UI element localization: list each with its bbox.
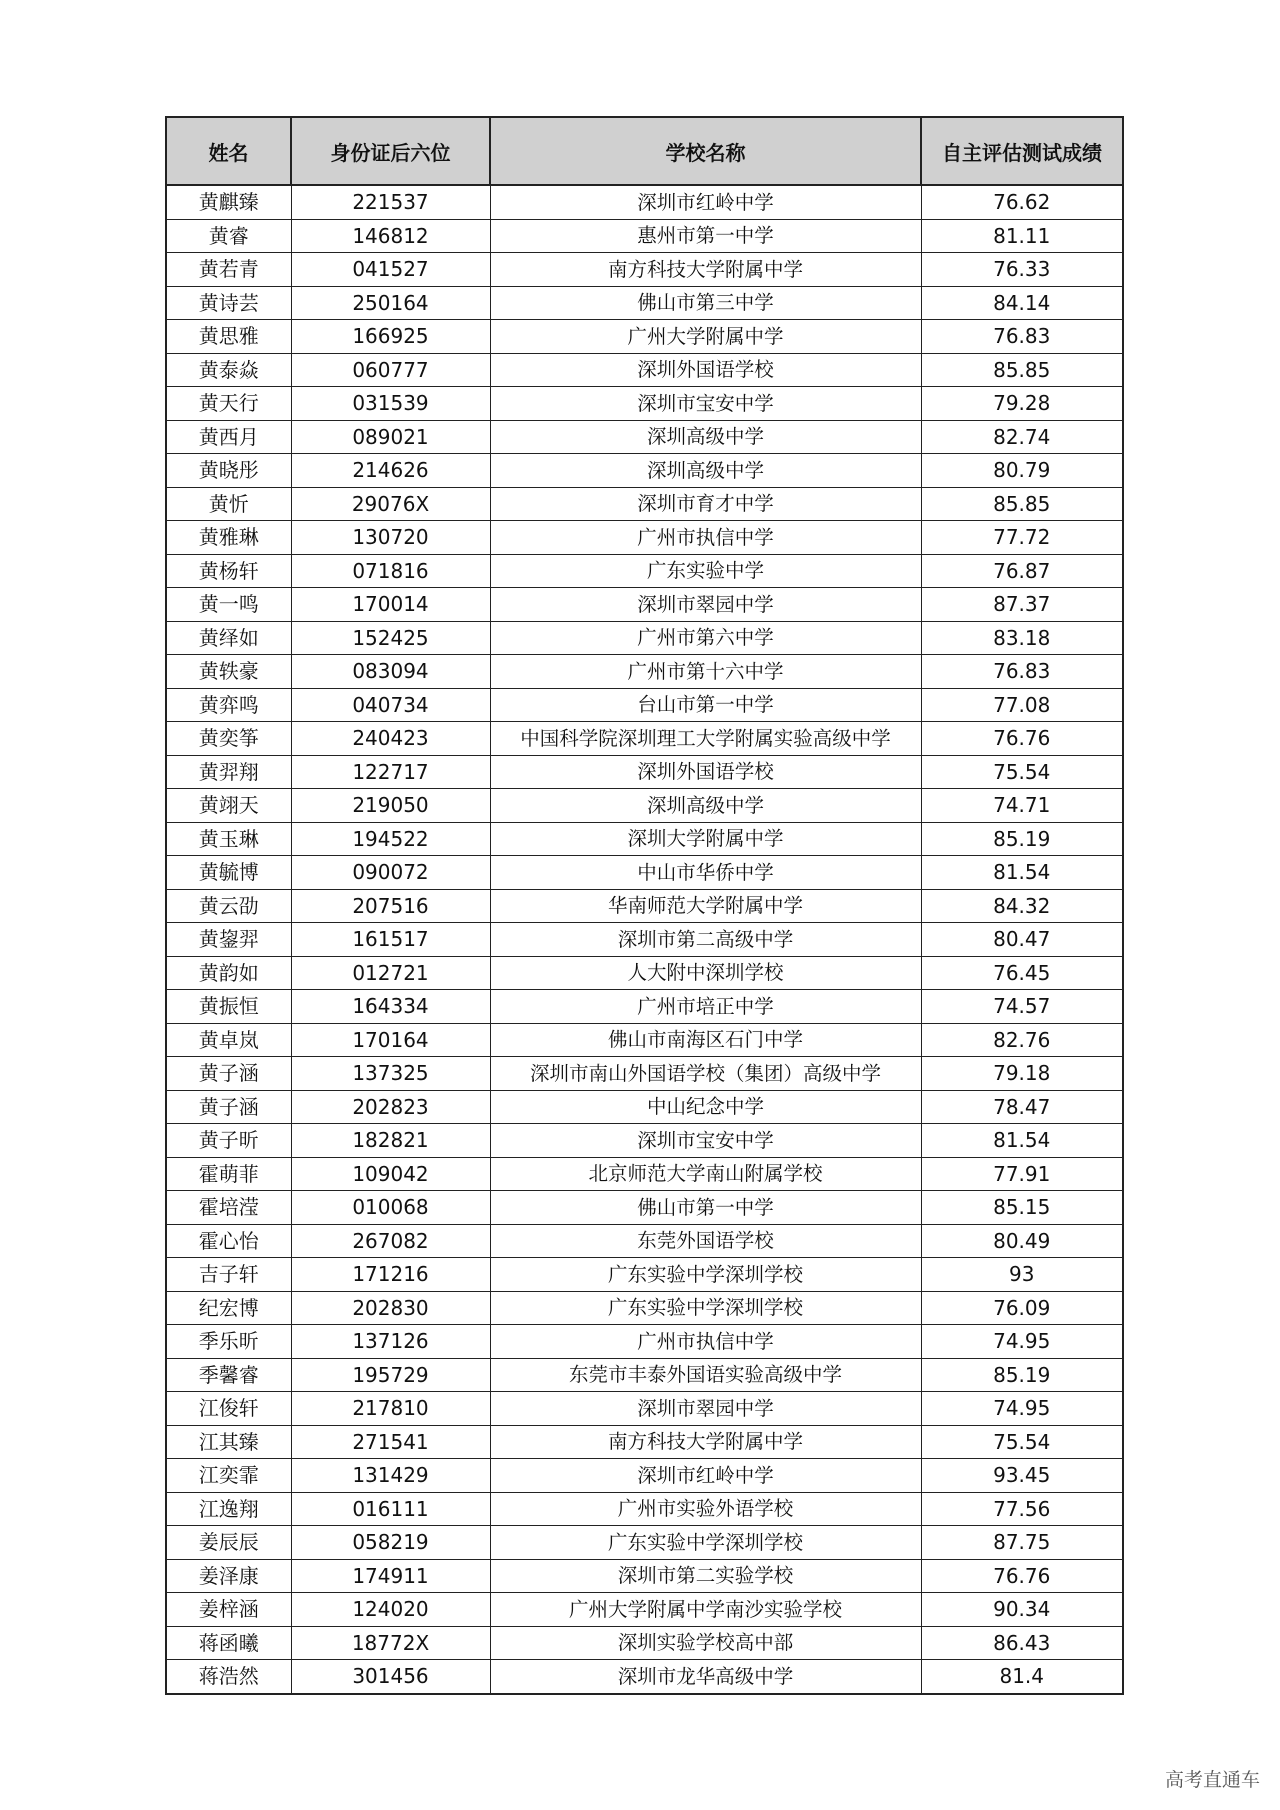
cell-id: 202823	[291, 1090, 490, 1124]
cell-id: 131429	[291, 1459, 490, 1493]
cell-school: 深圳市翠园中学	[490, 588, 921, 622]
table-row	[166, 1660, 1123, 1694]
cell-score: 74.71	[921, 789, 1123, 823]
cell-school: 广州大学附属中学南沙实验学校	[490, 1593, 921, 1627]
cell-id: 071816	[291, 554, 490, 588]
cell-name: 黄子昕	[166, 1124, 291, 1158]
cell-school: 广东实验中学深圳学校	[490, 1291, 921, 1325]
table-row	[166, 789, 1123, 823]
cell-school: 广州市执信中学	[490, 1325, 921, 1359]
cell-school: 深圳市红岭中学	[490, 185, 921, 219]
table-row	[166, 487, 1123, 521]
cell-school: 东莞外国语学校	[490, 1224, 921, 1258]
cell-id: 221537	[291, 185, 490, 219]
cell-name: 黄羿翔	[166, 755, 291, 789]
cell-school: 深圳市宝安中学	[490, 387, 921, 421]
cell-school: 广东实验中学深圳学校	[490, 1258, 921, 1292]
cell-id: 217810	[291, 1392, 490, 1426]
cell-score: 80.49	[921, 1224, 1123, 1258]
cell-name: 蒋函曦	[166, 1626, 291, 1660]
table-row	[166, 1023, 1123, 1057]
cell-id: 182821	[291, 1124, 490, 1158]
table-row	[166, 286, 1123, 320]
cell-school: 东莞市丰泰外国语实验高级中学	[490, 1358, 921, 1392]
cell-id: 058219	[291, 1526, 490, 1560]
cell-id: 29076X	[291, 487, 490, 521]
cell-school: 深圳市第二高级中学	[490, 923, 921, 957]
cell-name: 黄卓岚	[166, 1023, 291, 1057]
cell-id: 250164	[291, 286, 490, 320]
cell-score: 76.62	[921, 185, 1123, 219]
cell-id: 207516	[291, 889, 490, 923]
cell-id: 137325	[291, 1057, 490, 1091]
cell-score: 75.54	[921, 1425, 1123, 1459]
table-row	[166, 353, 1123, 387]
cell-name: 黄韵如	[166, 956, 291, 990]
cell-id: 090072	[291, 856, 490, 890]
table-row	[166, 1626, 1123, 1660]
cell-id: 164334	[291, 990, 490, 1024]
cell-school: 中山市华侨中学	[490, 856, 921, 890]
cell-name: 姜梓涵	[166, 1593, 291, 1627]
cell-school: 深圳市宝安中学	[490, 1124, 921, 1158]
cell-school: 中山纪念中学	[490, 1090, 921, 1124]
cell-score: 77.72	[921, 521, 1123, 555]
cell-id: 041527	[291, 253, 490, 287]
cell-name: 纪宏博	[166, 1291, 291, 1325]
cell-name: 黄睿	[166, 219, 291, 253]
cell-school: 广州市第六中学	[490, 621, 921, 655]
cell-id: 301456	[291, 1660, 490, 1694]
table-row	[166, 219, 1123, 253]
table-body	[166, 185, 1123, 1694]
cell-score: 76.83	[921, 320, 1123, 354]
cell-school: 深圳高级中学	[490, 789, 921, 823]
cell-school: 深圳市南山外国语学校（集团）高级中学	[490, 1057, 921, 1091]
cell-id: 089021	[291, 420, 490, 454]
header-score: 自主评估测试成绩	[921, 117, 1123, 185]
cell-school: 广州大学附属中学	[490, 320, 921, 354]
cell-name: 黄轶豪	[166, 655, 291, 689]
cell-id: 219050	[291, 789, 490, 823]
cell-id: 166925	[291, 320, 490, 354]
cell-id: 122717	[291, 755, 490, 789]
cell-name: 黄奕筝	[166, 722, 291, 756]
cell-name: 黄弈鸣	[166, 688, 291, 722]
cell-score: 90.34	[921, 1593, 1123, 1627]
cell-id: 214626	[291, 454, 490, 488]
table-row	[166, 1459, 1123, 1493]
table-row	[166, 185, 1123, 219]
cell-id: 194522	[291, 822, 490, 856]
score-table	[165, 116, 1124, 1695]
cell-name: 黄晓彤	[166, 454, 291, 488]
cell-score: 76.83	[921, 655, 1123, 689]
cell-school: 深圳高级中学	[490, 454, 921, 488]
cell-score: 84.14	[921, 286, 1123, 320]
cell-school: 深圳高级中学	[490, 420, 921, 454]
table-row	[166, 588, 1123, 622]
cell-school: 深圳市龙华高级中学	[490, 1660, 921, 1694]
table-row	[166, 1157, 1123, 1191]
cell-school: 佛山市第一中学	[490, 1191, 921, 1225]
table-row	[166, 1325, 1123, 1359]
cell-id: 109042	[291, 1157, 490, 1191]
cell-name: 霍培滢	[166, 1191, 291, 1225]
cell-score: 80.47	[921, 923, 1123, 957]
cell-school: 华南师范大学附属中学	[490, 889, 921, 923]
table-row	[166, 722, 1123, 756]
cell-id: 130720	[291, 521, 490, 555]
cell-school: 佛山市南海区石门中学	[490, 1023, 921, 1057]
table-row	[166, 420, 1123, 454]
cell-name: 江俊轩	[166, 1392, 291, 1426]
header-school: 学校名称	[490, 117, 921, 185]
cell-id: 171216	[291, 1258, 490, 1292]
cell-name: 黄思雅	[166, 320, 291, 354]
cell-school: 广州市实验外语学校	[490, 1492, 921, 1526]
cell-name: 黄杨轩	[166, 554, 291, 588]
header-name: 姓名	[166, 117, 291, 185]
table-row	[166, 1392, 1123, 1426]
cell-school: 深圳市第二实验学校	[490, 1559, 921, 1593]
cell-name: 黄一鸣	[166, 588, 291, 622]
header-id: 身份证后六位	[291, 117, 490, 185]
cell-score: 85.85	[921, 487, 1123, 521]
cell-score: 81.11	[921, 219, 1123, 253]
cell-id: 137126	[291, 1325, 490, 1359]
cell-score: 76.45	[921, 956, 1123, 990]
cell-school: 广东实验中学	[490, 554, 921, 588]
table-row	[166, 454, 1123, 488]
cell-score: 87.37	[921, 588, 1123, 622]
cell-name: 黄毓博	[166, 856, 291, 890]
cell-score: 82.74	[921, 420, 1123, 454]
cell-name: 季乐昕	[166, 1325, 291, 1359]
cell-score: 77.91	[921, 1157, 1123, 1191]
cell-school: 深圳市育才中学	[490, 487, 921, 521]
cell-name: 姜辰辰	[166, 1526, 291, 1560]
cell-score: 76.76	[921, 1559, 1123, 1593]
cell-score: 75.54	[921, 755, 1123, 789]
cell-name: 黄玉琳	[166, 822, 291, 856]
cell-school: 广州市第十六中学	[490, 655, 921, 689]
table-row	[166, 1258, 1123, 1292]
cell-score: 81.4	[921, 1660, 1123, 1694]
table-row	[166, 1425, 1123, 1459]
cell-score: 81.54	[921, 856, 1123, 890]
table-row	[166, 655, 1123, 689]
cell-id: 060777	[291, 353, 490, 387]
table-row	[166, 856, 1123, 890]
cell-name: 黄鋆羿	[166, 923, 291, 957]
table-row	[166, 554, 1123, 588]
table-row	[166, 1526, 1123, 1560]
cell-id: 124020	[291, 1593, 490, 1627]
cell-id: 016111	[291, 1492, 490, 1526]
table-row	[166, 889, 1123, 923]
cell-id: 271541	[291, 1425, 490, 1459]
cell-school: 广州市培正中学	[490, 990, 921, 1024]
cell-id: 031539	[291, 387, 490, 421]
cell-score: 76.76	[921, 722, 1123, 756]
cell-score: 74.95	[921, 1325, 1123, 1359]
cell-score: 85.85	[921, 353, 1123, 387]
cell-school: 惠州市第一中学	[490, 219, 921, 253]
cell-score: 77.08	[921, 688, 1123, 722]
table-row	[166, 755, 1123, 789]
table-row	[166, 1124, 1123, 1158]
cell-id: 146812	[291, 219, 490, 253]
table-row	[166, 956, 1123, 990]
cell-name: 黄若青	[166, 253, 291, 287]
cell-score: 85.15	[921, 1191, 1123, 1225]
cell-score: 79.28	[921, 387, 1123, 421]
cell-school: 人大附中深圳学校	[490, 956, 921, 990]
cell-school: 深圳外国语学校	[490, 353, 921, 387]
cell-school: 深圳市红岭中学	[490, 1459, 921, 1493]
cell-school: 南方科技大学附属中学	[490, 253, 921, 287]
table-row	[166, 1191, 1123, 1225]
cell-score: 76.87	[921, 554, 1123, 588]
table-row	[166, 923, 1123, 957]
cell-name: 黄云劭	[166, 889, 291, 923]
cell-school: 南方科技大学附属中学	[490, 1425, 921, 1459]
cell-score: 85.19	[921, 1358, 1123, 1392]
header-row	[166, 117, 1123, 185]
cell-score: 74.57	[921, 990, 1123, 1024]
cell-score: 86.43	[921, 1626, 1123, 1660]
cell-name: 江其臻	[166, 1425, 291, 1459]
cell-school: 广州市执信中学	[490, 521, 921, 555]
table-row	[166, 1492, 1123, 1526]
cell-id: 170014	[291, 588, 490, 622]
table-row	[166, 1559, 1123, 1593]
cell-name: 江逸翔	[166, 1492, 291, 1526]
cell-name: 江奕霏	[166, 1459, 291, 1493]
cell-name: 蒋浩然	[166, 1660, 291, 1694]
cell-school: 北京师范大学南山附属学校	[490, 1157, 921, 1191]
cell-id: 161517	[291, 923, 490, 957]
cell-school: 佛山市第三中学	[490, 286, 921, 320]
table-row	[166, 990, 1123, 1024]
cell-school: 广东实验中学深圳学校	[490, 1526, 921, 1560]
cell-score: 76.09	[921, 1291, 1123, 1325]
cell-score: 82.76	[921, 1023, 1123, 1057]
cell-name: 吉子轩	[166, 1258, 291, 1292]
cell-school: 深圳市翠园中学	[490, 1392, 921, 1426]
cell-id: 010068	[291, 1191, 490, 1225]
table-row	[166, 688, 1123, 722]
table-row	[166, 1090, 1123, 1124]
cell-score: 93.45	[921, 1459, 1123, 1493]
cell-name: 黄西月	[166, 420, 291, 454]
table-row	[166, 1057, 1123, 1091]
cell-name: 黄绎如	[166, 621, 291, 655]
cell-name: 霍萌菲	[166, 1157, 291, 1191]
table-row	[166, 1291, 1123, 1325]
cell-name: 姜泽康	[166, 1559, 291, 1593]
cell-school: 深圳外国语学校	[490, 755, 921, 789]
cell-score: 76.33	[921, 253, 1123, 287]
cell-id: 040734	[291, 688, 490, 722]
cell-score: 81.54	[921, 1124, 1123, 1158]
cell-id: 174911	[291, 1559, 490, 1593]
cell-name: 黄雅琳	[166, 521, 291, 555]
table-row	[166, 1593, 1123, 1627]
cell-name: 黄子涵	[166, 1090, 291, 1124]
cell-score: 87.75	[921, 1526, 1123, 1560]
table-row	[166, 320, 1123, 354]
cell-id: 267082	[291, 1224, 490, 1258]
table-header	[166, 117, 1123, 185]
cell-school: 台山市第一中学	[490, 688, 921, 722]
watermark: 高考直通车	[1164, 1769, 1260, 1791]
cell-score: 77.56	[921, 1492, 1123, 1526]
cell-school: 深圳大学附属中学	[490, 822, 921, 856]
cell-name: 黄诗芸	[166, 286, 291, 320]
cell-score: 74.95	[921, 1392, 1123, 1426]
cell-id: 152425	[291, 621, 490, 655]
cell-name: 黄子涵	[166, 1057, 291, 1091]
cell-score: 85.19	[921, 822, 1123, 856]
cell-score: 78.47	[921, 1090, 1123, 1124]
cell-score: 93	[921, 1258, 1123, 1292]
cell-score: 79.18	[921, 1057, 1123, 1091]
cell-id: 012721	[291, 956, 490, 990]
cell-id: 170164	[291, 1023, 490, 1057]
cell-name: 黄翊天	[166, 789, 291, 823]
cell-name: 季馨睿	[166, 1358, 291, 1392]
cell-score: 80.79	[921, 454, 1123, 488]
table-row	[166, 822, 1123, 856]
table-row	[166, 1224, 1123, 1258]
cell-school: 中国科学院深圳理工大学附属实验高级中学	[490, 722, 921, 756]
table-row	[166, 521, 1123, 555]
table-row	[166, 387, 1123, 421]
table-row	[166, 621, 1123, 655]
cell-school: 深圳实验学校高中部	[490, 1626, 921, 1660]
cell-id: 083094	[291, 655, 490, 689]
cell-name: 黄忻	[166, 487, 291, 521]
cell-id: 240423	[291, 722, 490, 756]
table-row	[166, 253, 1123, 287]
cell-id: 195729	[291, 1358, 490, 1392]
cell-id: 18772X	[291, 1626, 490, 1660]
table-row	[166, 1358, 1123, 1392]
cell-name: 黄振恒	[166, 990, 291, 1024]
cell-name: 黄天行	[166, 387, 291, 421]
cell-id: 202830	[291, 1291, 490, 1325]
cell-name: 黄麒臻	[166, 185, 291, 219]
cell-name: 黄泰焱	[166, 353, 291, 387]
cell-score: 84.32	[921, 889, 1123, 923]
cell-name: 霍心怡	[166, 1224, 291, 1258]
cell-score: 83.18	[921, 621, 1123, 655]
